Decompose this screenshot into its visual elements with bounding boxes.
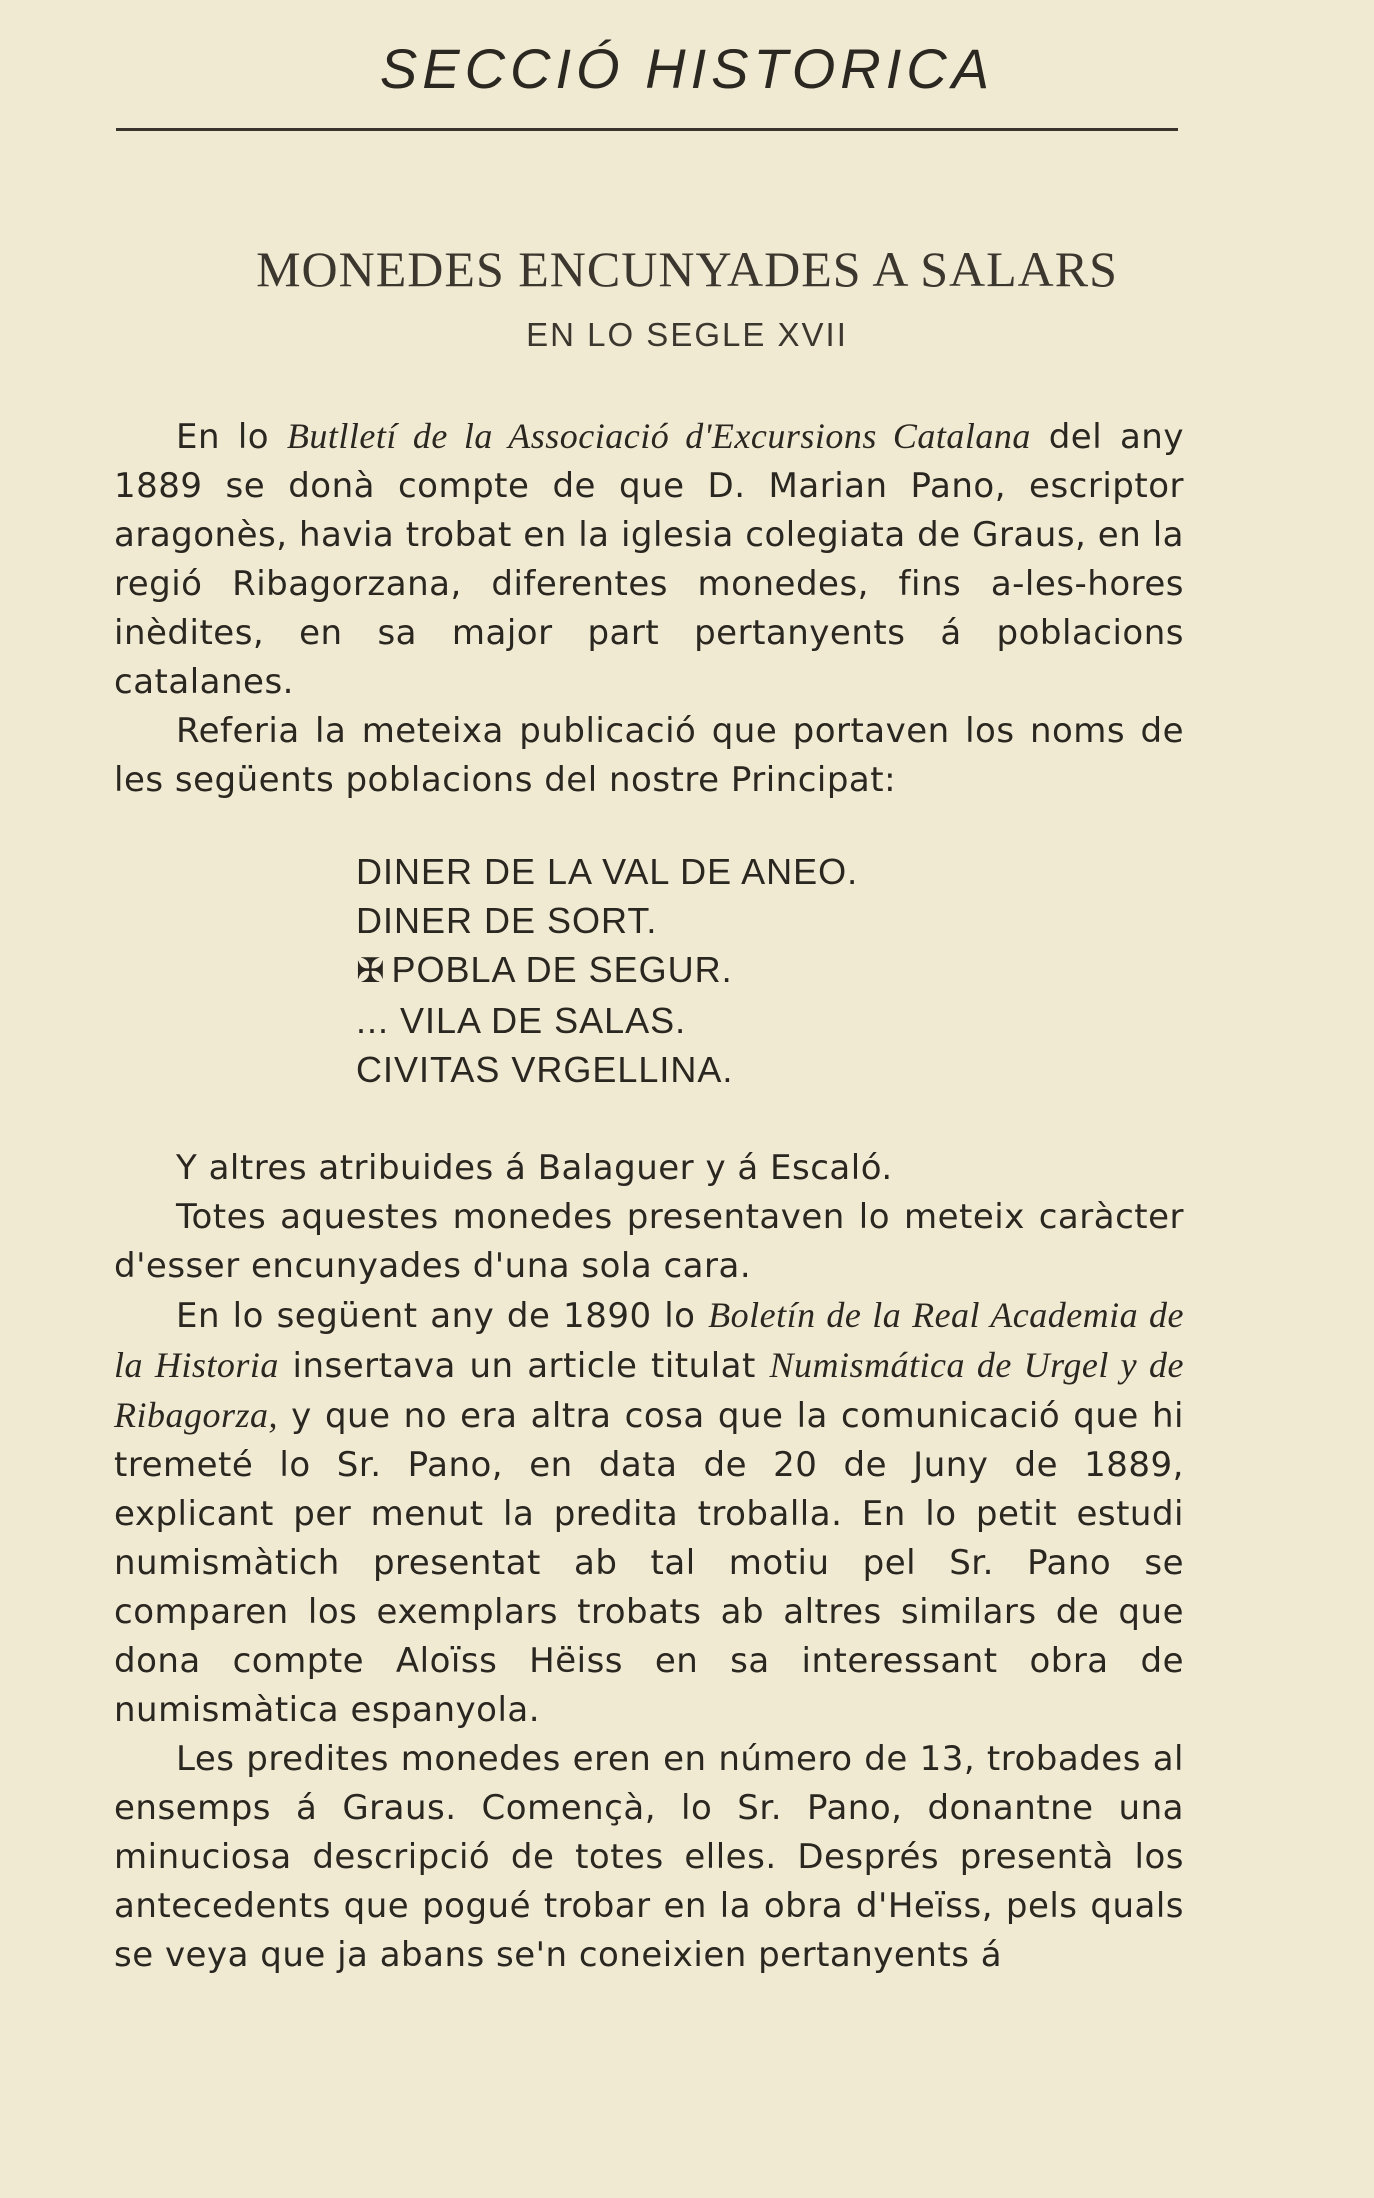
paragraph-5-italic-article: Numismática de Urgel y de Ribagorza, xyxy=(114,1345,1184,1435)
paragraph-1-text-a: En lo xyxy=(176,417,287,457)
section-header: SECCIÓ HISTORICA xyxy=(379,37,995,100)
paragraph-5 xyxy=(114,1291,1184,1735)
article-body xyxy=(114,412,1184,1980)
header-rule xyxy=(116,128,1178,131)
inscription-list xyxy=(356,847,1184,1094)
inscription-item: DINER DE SORT. xyxy=(356,900,658,941)
paragraph-3: Y altres atribuides á Balaguer y á Escaló. xyxy=(176,1148,893,1188)
inscription-item: DINER DE LA VAL DE ANEO. xyxy=(356,851,859,892)
paragraph-5-italic-title: Boletín de la Real Academia de la Historia xyxy=(114,1295,1184,1385)
inscription-item: ... VILA DE SALAS. xyxy=(356,1000,687,1041)
paragraph-4: Totes aquestes monedes presentaven lo meteix caràcter d'esser encunyades d'una sola cara. xyxy=(114,1197,1184,1286)
paragraph-6: Les predites monedes eren en número de 13, trobades al ensemps á Graus. Començà, lo Sr. Pano, donantne una minuciosa descripció de totes elles. Després presentà los antecedents que pogué trobar en la obra d'Heïss, pels quals se veya que ja abans se'n coneixien pertanyents á xyxy=(114,1739,1184,1975)
paragraph-2: Referia la meteixa publicació que portaven los noms de les següents poblacions del nostre Principat: xyxy=(114,711,1184,800)
paragraph-5-text-a: En lo següent any de 1890 lo xyxy=(176,1296,709,1336)
article-subtitle: EN LO SEGLE XVII xyxy=(526,316,848,353)
inscription-item xyxy=(356,945,1184,996)
article-title: MONEDES ENCUNYADES A SALARS xyxy=(256,241,1118,297)
paragraph-1-text-b: del any 1889 se donà compte de que D. Marian Pano, escriptor aragonès, havia trobat en la iglesia colegiata de Graus, en la regió Ribagorzana, diferentes monedes, fins a-les-hores inèdites, en sa major part pertanyents á poblacions catalanes. xyxy=(114,417,1184,702)
paragraph-1-italic-title: Butlletí de la Associació d'Excursions Catalana xyxy=(286,416,1031,456)
inscription-text: POBLA DE SEGUR. xyxy=(391,949,733,990)
inscription-item: CIVITAS VRGELLINA. xyxy=(356,1049,734,1090)
cross-icon: ✠ xyxy=(356,952,386,990)
paragraph-5-text-b: insertava un article titulat xyxy=(278,1346,770,1386)
paragraph-5-text-c: y que no era altra cosa que la comunicació que hi tremeté lo Sr. Pano, en data de 20 de Juny de 1889, explicant per menut la predita troballa. En lo petit estudi numismàtich presentat ab tal motiu pel Sr. Pano se comparen los exemplars trobats ab altres similars de que dona compte Aloïss Hëiss en sa interessant obra de numismàtica espanyola. xyxy=(114,1396,1184,1730)
paragraph-1 xyxy=(114,412,1184,707)
